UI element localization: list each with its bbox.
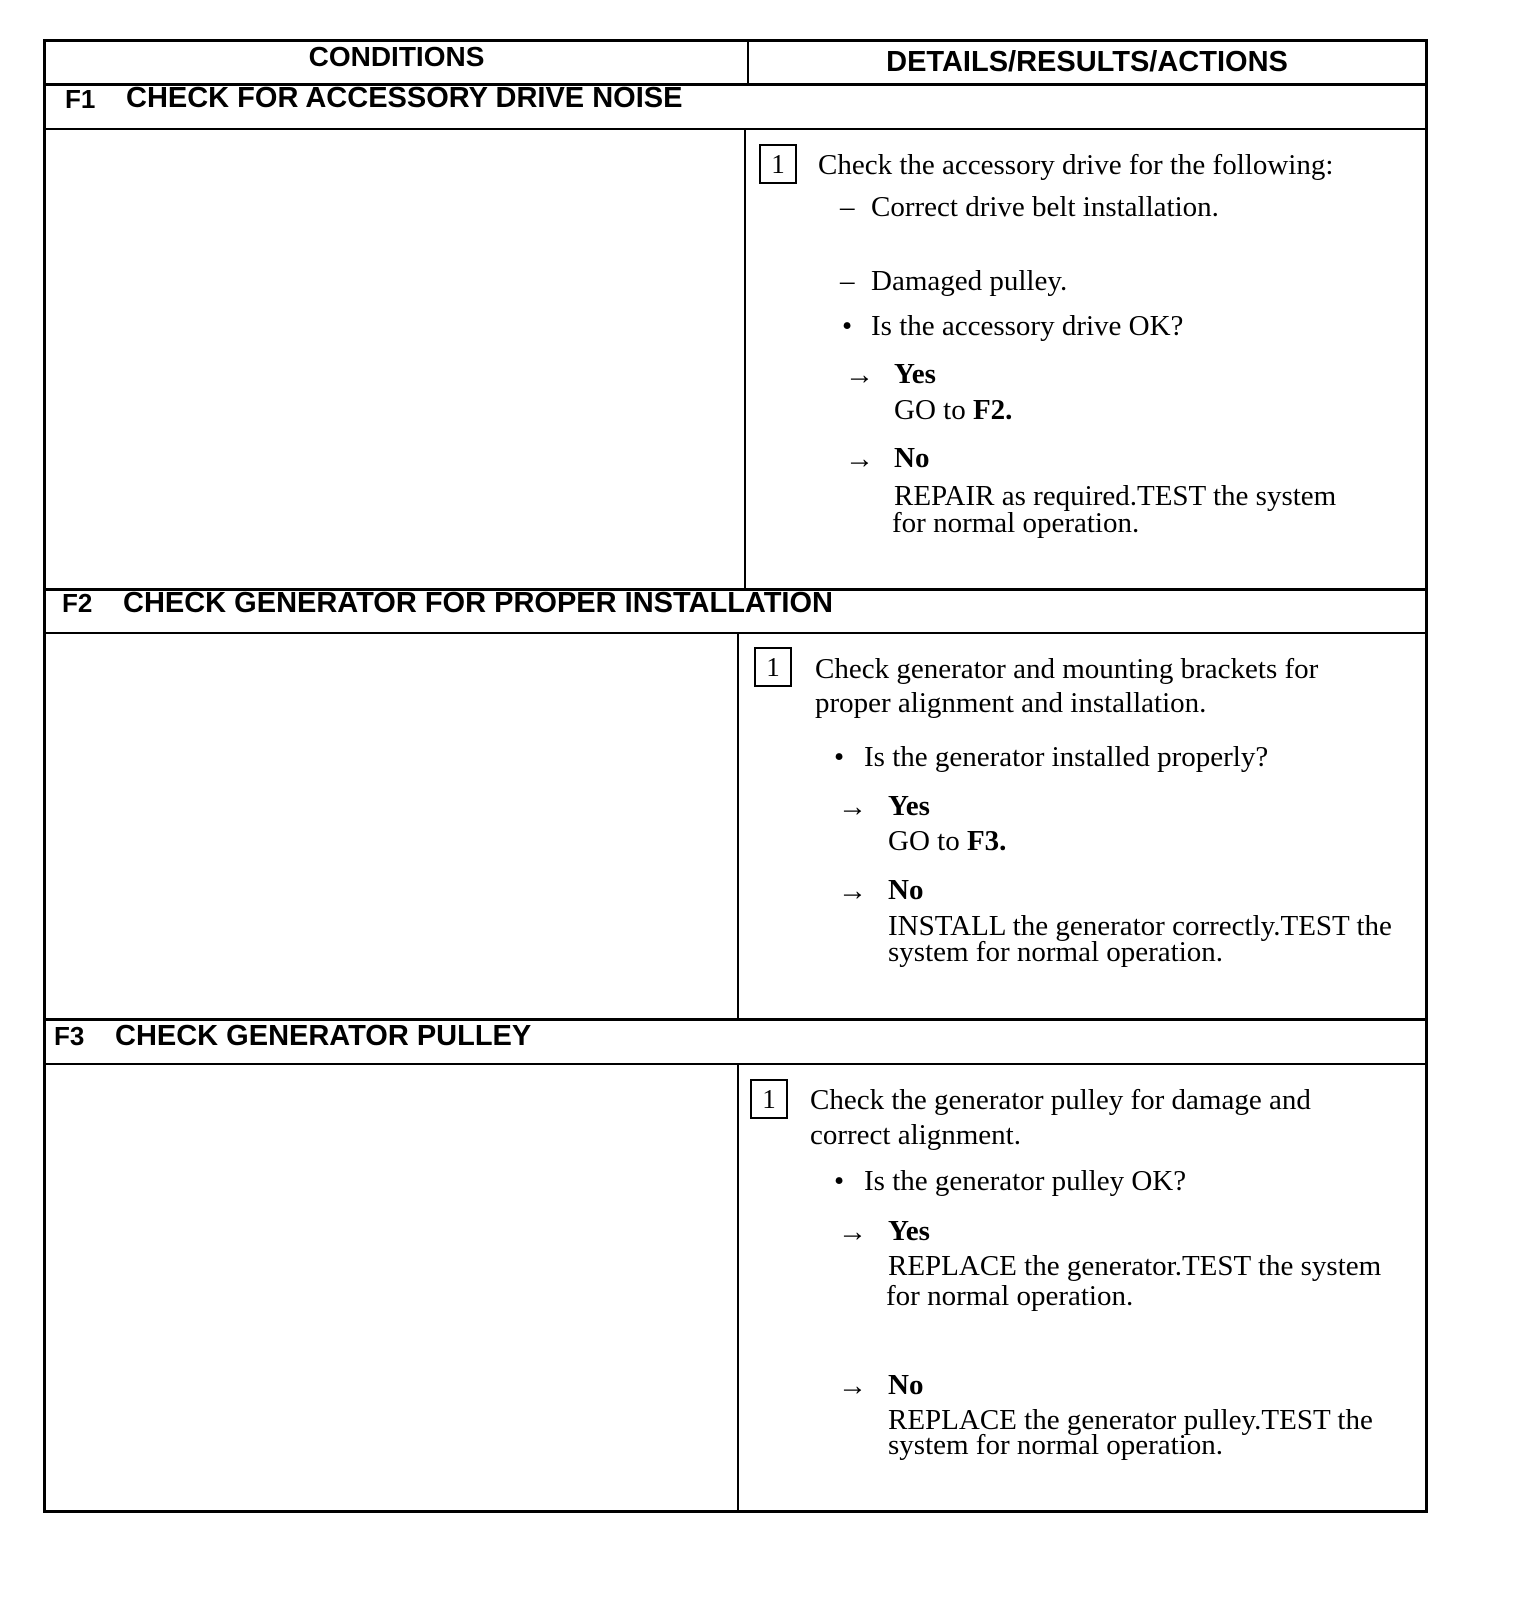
bullet-icon: • <box>842 310 853 342</box>
f3-question: Is the generator pulley OK? <box>864 1165 1187 1197</box>
f2-title-rule <box>43 632 1428 634</box>
f3-no-label: No <box>888 1369 924 1401</box>
f1-title-rule <box>43 128 1428 130</box>
arrow-icon: → <box>838 1216 867 1248</box>
f1-item-2: Damaged pulley. <box>871 265 1068 297</box>
f2-no-text-1: INSTALL the generator correctly.TEST the <box>888 910 1392 942</box>
f1-item-1: Correct drive belt installation. <box>871 191 1219 223</box>
f2-no-text-2: system for normal operation. <box>888 936 1224 968</box>
dash-icon: – <box>840 191 855 223</box>
f3-code: F3 <box>54 1021 85 1051</box>
f2-no-label: No <box>888 874 924 906</box>
f2-yes-label: Yes <box>888 790 930 822</box>
table-border-left <box>43 39 46 1513</box>
f1-step-number: 1 <box>759 144 797 184</box>
f2-column-divider <box>737 632 739 1020</box>
f1-yes-action <box>894 395 1012 425</box>
f3-instruction-2: correct alignment. <box>810 1119 1021 1151</box>
f1-yes-ref: F2. <box>972 394 1013 426</box>
f3-step-number: 1 <box>750 1079 788 1119</box>
dash-icon: – <box>840 265 855 297</box>
f3-no-text-1: REPLACE the generator pulley.TEST the <box>888 1404 1373 1436</box>
f1-no-text-2: for normal operation. <box>892 507 1140 539</box>
f3-title-rule <box>43 1063 1428 1065</box>
f1-yes-label: Yes <box>894 358 936 390</box>
table-border-right <box>1425 39 1428 1513</box>
f2-yes-ref: F3. <box>966 825 1007 857</box>
details-header: DETAILS/RESULTS/ACTIONS <box>886 46 1288 78</box>
f2-title: CHECK GENERATOR FOR PROPER INSTALLATION <box>123 587 833 619</box>
f2-yes-text: GO to <box>888 825 960 857</box>
f3-column-divider <box>737 1063 739 1511</box>
bullet-icon: • <box>834 1165 845 1197</box>
arrow-icon: → <box>838 791 867 823</box>
arrow-icon: → <box>845 359 874 391</box>
f1-question: Is the accessory drive OK? <box>871 310 1184 342</box>
f3-yes-text-2: for normal operation. <box>886 1280 1134 1312</box>
f1-yes-text: GO to <box>894 394 966 426</box>
f3-title: CHECK GENERATOR PULLEY <box>115 1020 532 1052</box>
f2-code: F2 <box>62 588 93 618</box>
f2-step-number: 1 <box>754 647 792 687</box>
f3-yes-label: Yes <box>888 1215 930 1247</box>
f1-code: F1 <box>65 84 96 114</box>
arrow-icon: → <box>838 1370 867 1402</box>
f1-no-text-1: REPAIR as required.TEST the system <box>894 480 1337 512</box>
f3-instruction-1: Check the generator pulley for damage and <box>810 1084 1311 1116</box>
f1-no-label: No <box>894 442 930 474</box>
f2-yes-action <box>888 826 1006 856</box>
f1-instruction: Check the accessory drive for the following: <box>818 149 1334 181</box>
arrow-icon: → <box>838 875 867 907</box>
f2-instruction-1: Check generator and mounting brackets for <box>815 653 1319 685</box>
arrow-icon: → <box>845 443 874 475</box>
f3-yes-text-1: REPLACE the generator.TEST the system <box>888 1250 1382 1282</box>
conditions-header: CONDITIONS <box>308 41 485 72</box>
f1-title: CHECK FOR ACCESSORY DRIVE NOISE <box>126 82 683 114</box>
f2-question: Is the generator installed properly? <box>864 741 1269 773</box>
f3-no-text-2: system for normal operation. <box>888 1429 1224 1461</box>
bullet-icon: • <box>834 741 845 773</box>
f2-instruction-2: proper alignment and installation. <box>815 687 1207 719</box>
table-border-bottom <box>43 1510 1428 1513</box>
f1-column-divider <box>744 128 746 590</box>
